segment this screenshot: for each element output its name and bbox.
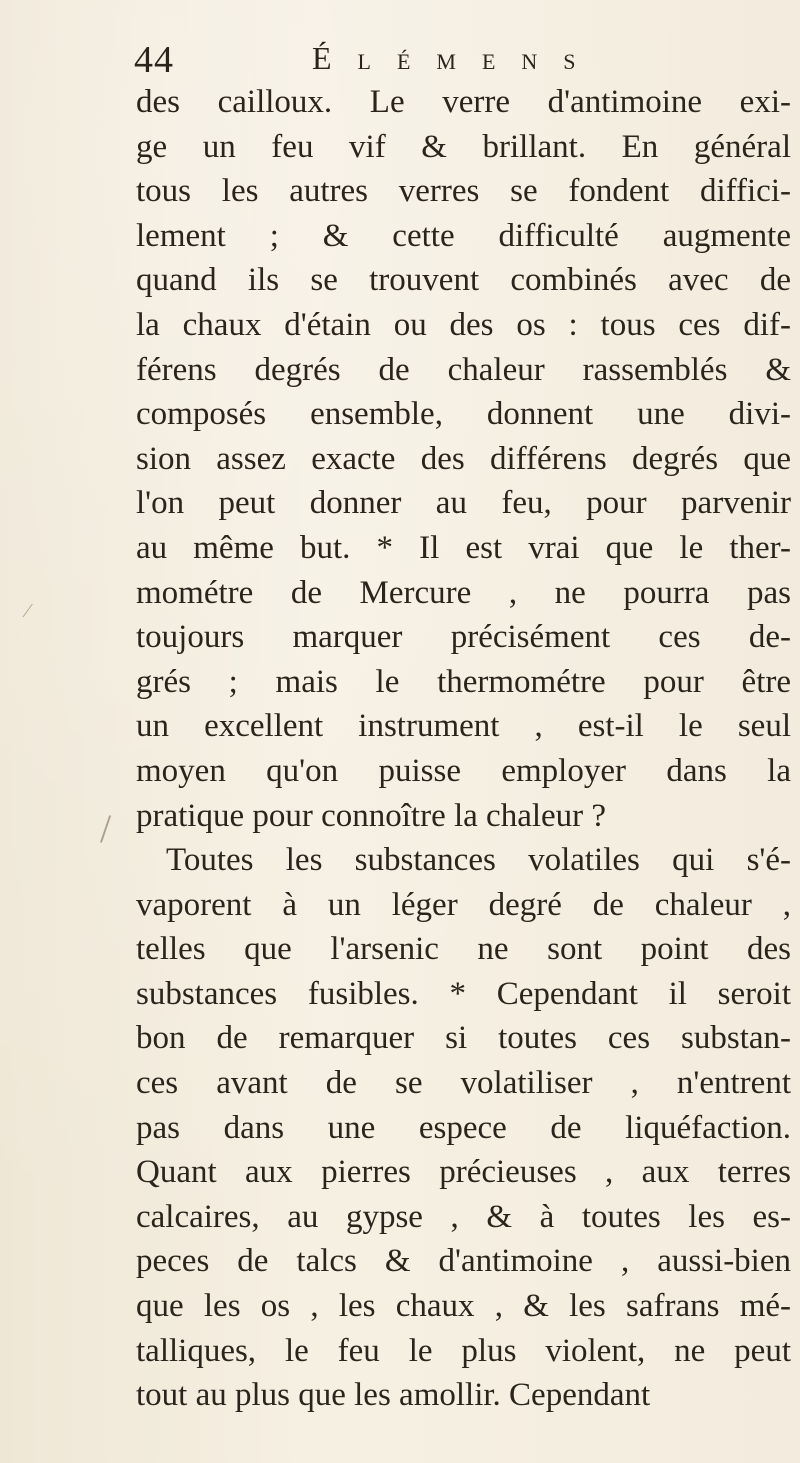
text-line: peces de talcs & d'antimoine , aussi-bien — [136, 1243, 791, 1280]
text-line: tout au plus que les amollir. Cependant — [136, 1377, 651, 1414]
text-line: bon de remarquer si toutes ces substan- — [136, 1020, 791, 1057]
margin-pencil-mark: / — [100, 806, 112, 851]
text-line: toujours marquer précisément ces de- — [136, 619, 791, 656]
text-line: tous les autres verres se fondent diffici- — [136, 173, 791, 210]
paragraph-start-line: Toutes les substances volatiles qui s'é- — [166, 842, 791, 879]
text-line: substances fusibles. * Cependant il seroit — [136, 975, 791, 1012]
text-line: la chaux d'étain ou des os : tous ces dif- — [136, 306, 791, 343]
text-line: des cailloux. Le verre d'antimoine exi- — [136, 84, 791, 120]
text-line: telles que l'arsenic ne sont point des — [136, 931, 791, 968]
text-line: grés ; mais le thermométre pour être — [136, 663, 791, 700]
text-line: pas dans une espece de liquéfaction. — [136, 1109, 791, 1146]
text-line: l'on peut donner au feu, pour parvenir — [136, 485, 791, 522]
text-line: ge un feu vif & brillant. En général — [136, 128, 791, 165]
text-line: talliques, le feu le plus violent, ne peut — [136, 1332, 791, 1369]
text-line: pratique pour connoître la chaleur ? — [136, 797, 607, 834]
text-line: que les os , les chaux , & les safrans mé- — [136, 1288, 791, 1325]
text-line: moyen qu'on puisse employer dans la — [136, 752, 791, 789]
margin-pencil-mark: ⁄ — [26, 600, 30, 622]
text-line: mométre de Mercure , ne pourra pas — [136, 574, 791, 611]
running-title: Élémens — [312, 40, 602, 76]
text-line: calcaires, au gypse , & à toutes les es- — [136, 1198, 791, 1235]
text-line: sion assez exacte des différens degrés que — [136, 440, 791, 477]
text-line: quand ils se trouvent combinés avec de — [136, 262, 791, 299]
text-line: Quant aux pierres précieuses , aux terres — [136, 1154, 791, 1191]
text-line: un excellent instrument , est-il le seul — [136, 708, 791, 745]
text-line: composés ensemble, donnent une divi- — [136, 396, 791, 433]
body-text — [136, 80, 791, 1418]
page-number: 44 — [134, 39, 174, 81]
text-line: au même but. * Il est vrai que le ther- — [136, 529, 791, 566]
text-line: lement ; & cette difficulté augmente — [136, 217, 791, 254]
text-line: férens degrés de chaleur rassemblés & — [136, 351, 791, 388]
text-line: vaporent à un léger degré de chaleur , — [136, 886, 791, 923]
text-line: ces avant de se volatiliser , n'entrent — [136, 1065, 791, 1102]
